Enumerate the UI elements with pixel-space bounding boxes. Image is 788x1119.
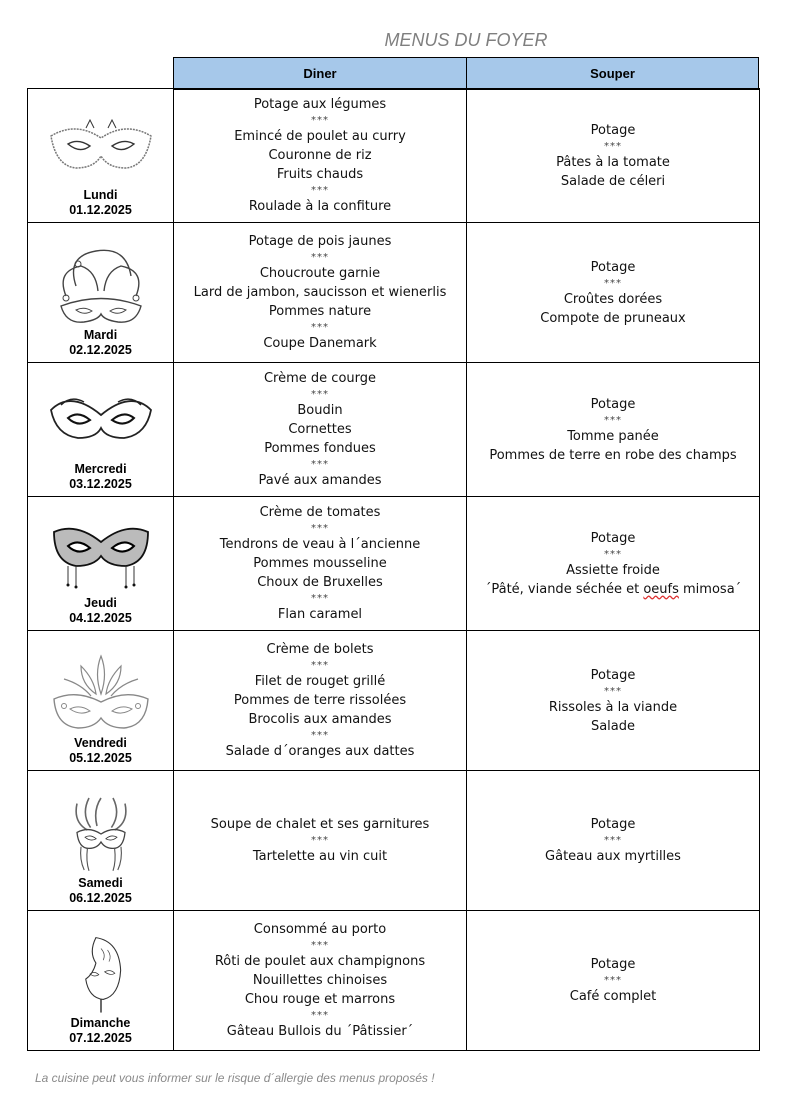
souper-dish: Potage	[590, 667, 636, 683]
day-name: Mercredi	[74, 462, 127, 476]
diner-cell	[173, 496, 467, 631]
souper-dish: Potage	[590, 396, 636, 412]
day-cell	[27, 630, 174, 771]
ornate-mask-icon	[46, 514, 156, 594]
diner-dish: Salade d´oranges aux dattes	[225, 744, 415, 759]
souper-dish: Compote de pruneaux	[540, 310, 686, 326]
diner-cell	[173, 222, 467, 363]
spellcheck-flagged-word: oeufs	[643, 581, 679, 597]
souper-dish: Pommes de terre en robe des champs	[489, 447, 737, 463]
souper-dish: Assiette froide	[566, 562, 660, 578]
diner-cell	[173, 910, 467, 1051]
diner-dish: Pommes de terre rissolées	[233, 693, 407, 708]
diner-dish: Choucroute garnie	[259, 266, 381, 281]
souper-cell	[466, 770, 760, 911]
menu-table	[27, 89, 760, 1051]
day-date: 06.12.2025	[69, 891, 132, 905]
day-name: Lundi	[83, 188, 118, 202]
day-name: Jeudi	[84, 596, 117, 610]
course-separator: ***	[604, 277, 622, 289]
diner-dish: Pavé aux amandes	[258, 473, 382, 488]
menu-row-lundi	[27, 89, 760, 223]
diner-cell	[173, 88, 467, 223]
course-separator: ***	[311, 322, 329, 333]
page-title: MENUS DU FOYER	[384, 30, 548, 50]
diner-cell	[173, 362, 467, 497]
menu-row-mardi	[27, 223, 760, 363]
diner-dish: Potage de pois jaunes	[248, 234, 392, 249]
souper-cell	[466, 910, 760, 1051]
course-separator: ***	[311, 185, 329, 196]
day-name: Mardi	[83, 328, 118, 342]
diner-dish: Tendrons de veau à l´ancienne	[219, 537, 421, 552]
diner-dish: Pommes fondues	[264, 441, 376, 456]
diner-dish: Soupe de chalet et ses garnitures	[210, 817, 430, 832]
course-separator: ***	[311, 523, 329, 534]
souper-dish: Croûtes dorées	[563, 291, 663, 307]
souper-dish: Café complet	[569, 989, 657, 1004]
day-cell	[27, 770, 174, 911]
souper-cell	[466, 222, 760, 363]
feather-mask-icon	[46, 654, 156, 734]
course-separator: ***	[311, 660, 329, 671]
day-date: 02.12.2025	[69, 343, 132, 357]
day-cell	[27, 910, 174, 1051]
menu-row-dimanche	[27, 911, 760, 1051]
diner-cell	[173, 770, 467, 911]
course-separator: ***	[604, 835, 622, 846]
souper-cell	[466, 630, 760, 771]
souper-dish: Tomme panée	[567, 428, 659, 444]
diner-dish: Roulade à la confiture	[248, 199, 392, 214]
day-name: Samedi	[78, 876, 123, 890]
diner-dish: Consommé au porto	[253, 922, 387, 937]
course-separator: ***	[604, 548, 622, 560]
jester-mask-icon	[46, 246, 156, 326]
course-separator: ***	[311, 835, 329, 846]
souper-dish: Potage	[590, 530, 636, 546]
souper-cell	[466, 88, 760, 223]
souper-dish: Salade de céleri	[560, 173, 666, 189]
course-separator: ***	[604, 975, 622, 986]
day-date: 05.12.2025	[69, 751, 132, 765]
course-separator: ***	[311, 115, 329, 126]
diner-dish: Crème de courge	[263, 371, 377, 386]
table-header	[173, 57, 759, 90]
day-date: 07.12.2025	[69, 1031, 132, 1045]
diner-dish: Couronne de riz	[268, 148, 372, 163]
course-separator: ***	[311, 459, 329, 470]
diner-dish: Gâteau Bullois du ´Pâtissier´	[226, 1024, 414, 1039]
souper-dish: Potage	[590, 259, 636, 275]
souper-dish: Potage	[590, 957, 636, 972]
diner-dish: Pommes nature	[268, 304, 372, 319]
moon-mask-icon	[46, 934, 156, 1014]
menu-row-mercredi	[27, 363, 760, 497]
day-date: 01.12.2025	[69, 203, 132, 217]
diner-dish: Crème de tomates	[259, 505, 381, 520]
diner-dish: Fruits chauds	[276, 167, 364, 182]
diner-dish: Cornettes	[288, 422, 352, 437]
day-cell	[27, 222, 174, 363]
diner-dish: Boudin	[297, 403, 343, 418]
course-separator: ***	[604, 414, 622, 426]
course-separator: ***	[311, 389, 329, 400]
souper-cell	[466, 496, 760, 631]
diner-dish: Potage aux légumes	[253, 97, 387, 112]
diner-cell	[173, 630, 467, 771]
day-cell	[27, 88, 174, 223]
lace-mask-icon	[46, 106, 156, 186]
souper-dish: Potage	[590, 817, 636, 832]
diner-dish: Brocolis aux amandes	[248, 712, 392, 727]
menu-row-jeudi	[27, 497, 760, 631]
diner-dish: Coupe Danemark	[263, 336, 377, 351]
course-separator: ***	[311, 593, 329, 604]
souper-dish: Rissoles à la viande	[548, 699, 678, 715]
course-separator: ***	[604, 140, 622, 152]
menu-row-vendredi	[27, 631, 760, 771]
course-separator: ***	[311, 940, 329, 951]
plumed-mask-icon	[46, 794, 156, 874]
course-separator: ***	[311, 730, 329, 741]
menu-row-samedi	[27, 771, 760, 911]
day-date: 03.12.2025	[69, 477, 132, 491]
column-header-diner: Diner	[173, 57, 467, 90]
souper-dish: Potage	[590, 122, 636, 138]
swirl-mask-icon	[46, 380, 156, 460]
diner-dish: Crème de bolets	[266, 642, 374, 657]
column-header-souper: Souper	[466, 57, 759, 90]
day-name: Dimanche	[70, 1016, 131, 1030]
day-cell	[27, 496, 174, 631]
souper-cell	[466, 362, 760, 497]
course-separator: ***	[604, 685, 622, 697]
souper-dish: ´Pâté, viande séchée et oeufs mimosa´	[484, 581, 742, 597]
diner-dish: Choux de Bruxelles	[257, 575, 383, 590]
course-separator: ***	[311, 252, 329, 263]
course-separator: ***	[311, 1010, 329, 1021]
diner-dish: Pommes mousseline	[253, 556, 387, 571]
diner-dish: Rôti de poulet aux champignons	[214, 954, 426, 969]
diner-dish: Chou rouge et marrons	[244, 992, 396, 1007]
allergy-notice: La cuisine peut vous informer sur le risque d´allergie des menus proposés !	[35, 1071, 435, 1085]
souper-dish: Gâteau aux myrtilles	[545, 849, 681, 864]
day-date: 04.12.2025	[69, 611, 132, 625]
diner-dish: Emincé de poulet au curry	[234, 129, 406, 144]
diner-dish: Flan caramel	[277, 607, 363, 622]
diner-dish: Lard de jambon, saucisson et wienerlis	[193, 285, 447, 300]
diner-dish: Tartelette au vin cuit	[252, 849, 388, 864]
diner-dish: Filet de rouget grillé	[254, 674, 386, 689]
day-cell	[27, 362, 174, 497]
souper-dish: Pâtes à la tomate	[556, 154, 670, 170]
diner-dish: Nouillettes chinoises	[252, 973, 388, 988]
day-name: Vendredi	[74, 736, 127, 750]
souper-dish: Salade	[590, 718, 636, 734]
